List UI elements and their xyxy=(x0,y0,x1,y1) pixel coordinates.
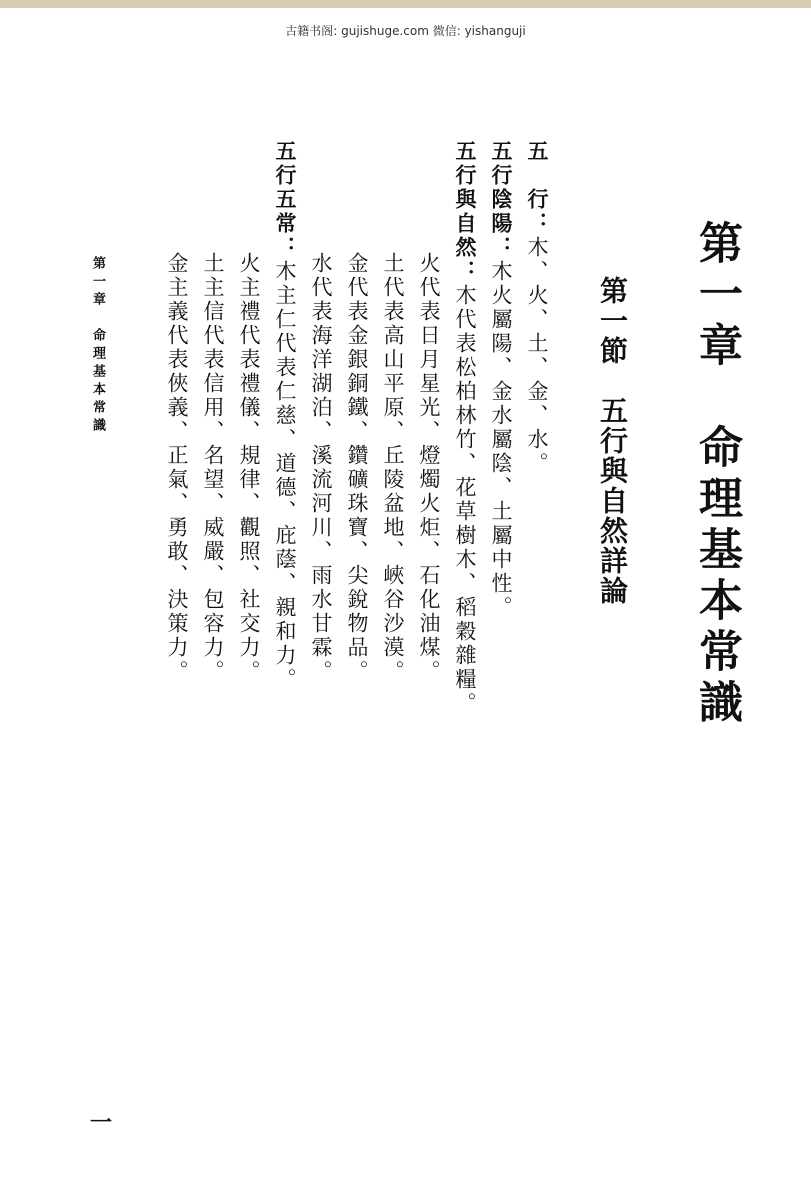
section-title: 第一節 五行與自然詳論 xyxy=(596,276,629,606)
paragraph-text: 木代表松柏林竹、花草樹木、稻穀雜糧。 xyxy=(453,284,477,716)
paragraph-wuxing xyxy=(526,140,547,476)
paragraph-text: 木、火、土、金、水。 xyxy=(525,236,549,476)
paragraph-wuxing-nature xyxy=(454,140,475,716)
paragraph-wuchang xyxy=(274,140,295,692)
paragraph-text: 火代表日月星光、燈燭火炬、石化油煤。 xyxy=(417,252,441,684)
paragraph-label: 五行陰陽： xyxy=(489,140,513,260)
page-number: 一 xyxy=(90,1110,113,1136)
paragraph-metal xyxy=(346,252,367,684)
running-header: 第一章 命理基本常識 xyxy=(90,256,105,436)
paragraph-label: 五行五常： xyxy=(273,140,297,260)
paragraph-text: 金代表金銀銅鐵、鑽礦珠寶、尖銳物品。 xyxy=(345,252,369,684)
paragraph-earth xyxy=(382,252,403,684)
paragraph-text: 金主義代表俠義、正氣、勇敢、決策力。 xyxy=(165,252,189,684)
paragraph-li xyxy=(238,252,259,684)
paragraph-text: 木主仁代表仁慈、道德、庇蔭、親和力。 xyxy=(273,260,297,692)
paragraph-text: 土主信代表信用、名望、威嚴、包容力。 xyxy=(201,252,225,684)
paragraph-label: 五行與自然： xyxy=(453,140,477,284)
chapter-title: 第一章 命理基本常識 xyxy=(691,220,742,730)
paragraph-fire xyxy=(418,252,439,684)
paragraph-text: 木火屬陽、金水屬陰、土屬中性。 xyxy=(489,260,513,620)
paragraph-wuxing-yinyang xyxy=(490,140,511,620)
paragraph-text: 土代表高山平原、丘陵盆地、峽谷沙漠。 xyxy=(381,252,405,684)
top-border xyxy=(0,0,811,8)
watermark-header: 古籍书阁: gujishuge.com 微信: yishanguji xyxy=(285,24,526,38)
paragraph-yi xyxy=(166,252,187,684)
paragraph-text: 水代表海洋湖泊、溪流河川、雨水甘霖。 xyxy=(309,252,333,684)
paragraph-xin xyxy=(202,252,223,684)
paragraph-label: 五 行： xyxy=(525,140,549,236)
paragraph-text: 火主禮代表禮儀、規律、觀照、社交力。 xyxy=(237,252,261,684)
paragraph-water xyxy=(310,252,331,684)
